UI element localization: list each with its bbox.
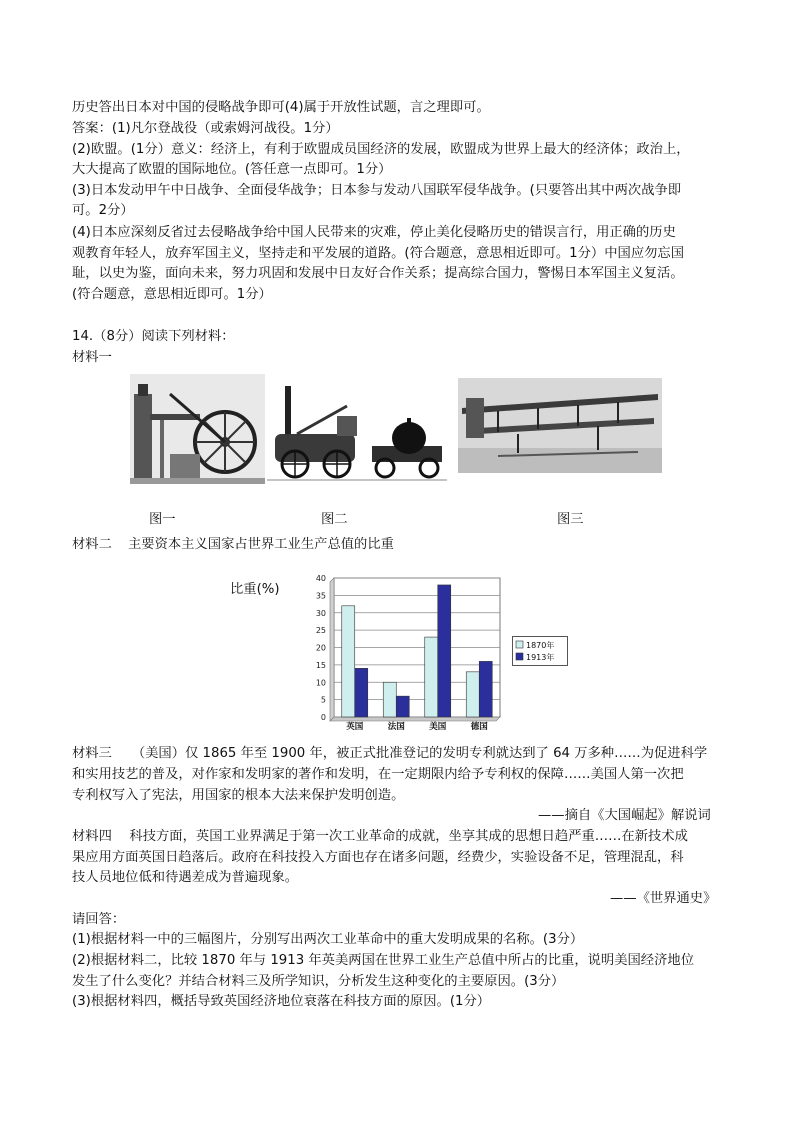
bar-1870年-英国 bbox=[342, 606, 355, 717]
y-tick-label: 0 bbox=[320, 713, 326, 722]
material-three-line: 专利权写入了宪法，用国家的根本大法来保护发明创造。 bbox=[72, 788, 405, 803]
bar-1913年-德国 bbox=[479, 661, 492, 717]
x-tick-label: 德国 bbox=[470, 722, 488, 732]
bar-1913年-英国 bbox=[355, 668, 368, 717]
answer-line: 大大提高了欧盟的国际地位。(答任意一点即可。1分） bbox=[72, 162, 392, 177]
material-four-line: 材料四 科技方面，英国工业界满足于第一次工业革命的成就，坐享其成的思想日趋严重……在新技术成 bbox=[72, 829, 688, 844]
answer-line: 答案：(1)凡尔登战役（或索姆河战役。1分） bbox=[72, 121, 339, 136]
chart-ylabel: 比重(%) bbox=[230, 582, 280, 597]
question-two-line: 发生了什么变化？并结合材料三及所学知识，分析发生这种变化的主要原因。(3分） bbox=[72, 974, 565, 989]
material-three-line: 材料三 （美国）仅 1865 年至 1900 年，被正式批准登记的发明专利就达到了 64 万多种……为促进科学 bbox=[72, 746, 708, 761]
y-tick-label: 15 bbox=[315, 660, 326, 670]
material-four-line: 技人员地位低和待遇差成为普遍现象。 bbox=[72, 870, 299, 885]
y-tick-label: 35 bbox=[315, 591, 326, 601]
locomotive-image bbox=[267, 376, 447, 488]
bar-1870年-美国 bbox=[425, 637, 438, 717]
figure-two-caption: 图二 bbox=[321, 512, 348, 527]
bar-1870年-法国 bbox=[383, 682, 396, 717]
airplane-image bbox=[458, 378, 662, 473]
bar-1913年-法国 bbox=[396, 696, 409, 717]
legend-label-1870: 1870年 bbox=[526, 641, 555, 650]
answer-line: 可。2分） bbox=[72, 203, 134, 218]
material-four-line: 果应用方面英国日趋落后。政府在科技投入方面也存在诸多问题，经费少，实验设备不足，管理混乱，科 bbox=[72, 850, 684, 865]
x-tick-label: 英国 bbox=[346, 722, 364, 732]
legend-swatch-1870 bbox=[516, 641, 523, 648]
answer-line: (符合题意，意思相近即可。1分） bbox=[72, 287, 272, 302]
answer-line: (3)日本发动甲午中日战争、全面侵华战争；日本参与发动八国联军侵华战争。(只要答出其中两次战争即 bbox=[72, 183, 682, 198]
figure-one-caption: 图一 bbox=[149, 512, 176, 527]
y-tick-label: 10 bbox=[315, 678, 326, 688]
material-three-source: ——摘自《大国崛起》解说词 bbox=[538, 808, 711, 823]
x-tick-label: 美国 bbox=[429, 722, 447, 732]
figure-three-caption: 图三 bbox=[557, 512, 584, 527]
material-two-label: 材料二 bbox=[72, 537, 112, 552]
plot-floor bbox=[330, 717, 500, 721]
y-tick-label: 20 bbox=[315, 643, 326, 653]
question-one: (1)根据材料一中的三幅图片，分别写出两次工业革命中的重大发明成果的名称。(3分） bbox=[72, 932, 584, 947]
question-two-line: (2)根据材料二，比较 1870 年与 1913 年英美两国在世界工业生产总值中所占的比重，说明美国经济地位 bbox=[72, 953, 694, 968]
steam-engine-image bbox=[130, 374, 265, 484]
material-two-title: 主要资本主义国家占世界工业生产总值的比重 bbox=[128, 537, 394, 552]
x-tick-label: 法国 bbox=[387, 722, 405, 732]
y-tick-label: 25 bbox=[315, 626, 326, 636]
chart-legend bbox=[512, 636, 568, 666]
answer-line: 历史答出日本对中国的侵略战争即可(4)属于开放性试题，言之理即可。 bbox=[72, 100, 490, 115]
answer-line: (2)欧盟。(1分）意义：经济上，有利于欧盟成员国经济的发展，欧盟成为世界上最大的经济体；政治上， bbox=[72, 142, 690, 157]
question-intro: 14.（8分）阅读下列材料： bbox=[72, 329, 235, 344]
answer-prompt: 请回答： bbox=[72, 912, 126, 927]
y-tick-label: 5 bbox=[320, 695, 326, 705]
y-tick-label: 30 bbox=[315, 608, 326, 618]
answer-line: 观教育年轻人，放弃军国主义，坚持走和平发展的道路。(符合题意，意思相近即可。1分）中国应勿忘国 bbox=[72, 246, 685, 261]
answer-line: 耻，以史为鉴，面向未来，努力巩固和发展中日友好合作关系；提高综合国力，警惕日本军国主义复活。 bbox=[72, 266, 684, 281]
answer-line: (4)日本应深刻反省过去侵略战争给中国人民带来的灾难，停止美化侵略历史的错误言行，用正确的历史 bbox=[72, 225, 676, 240]
material-three-line: 和实用技艺的普及，对作家和发明家的著作和发明，在一定期限内给予专利权的保障……美国人第一次把 bbox=[72, 767, 684, 782]
bar-1870年-德国 bbox=[466, 672, 479, 717]
bar-1913年-美国 bbox=[438, 585, 451, 717]
question-three: (3)根据材料四，概括导致英国经济地位衰落在科技方面的原因。(1分） bbox=[72, 994, 491, 1009]
legend-swatch-1913 bbox=[516, 653, 523, 660]
y-tick-label: 40 bbox=[315, 574, 326, 583]
industrial-share-bar-chart bbox=[300, 570, 515, 735]
material-four-source: ——《世界通史》 bbox=[610, 891, 717, 906]
legend-label-1913: 1913年 bbox=[526, 653, 555, 662]
material-one-label: 材料一 bbox=[72, 350, 112, 365]
plot-side-wall bbox=[330, 578, 334, 721]
